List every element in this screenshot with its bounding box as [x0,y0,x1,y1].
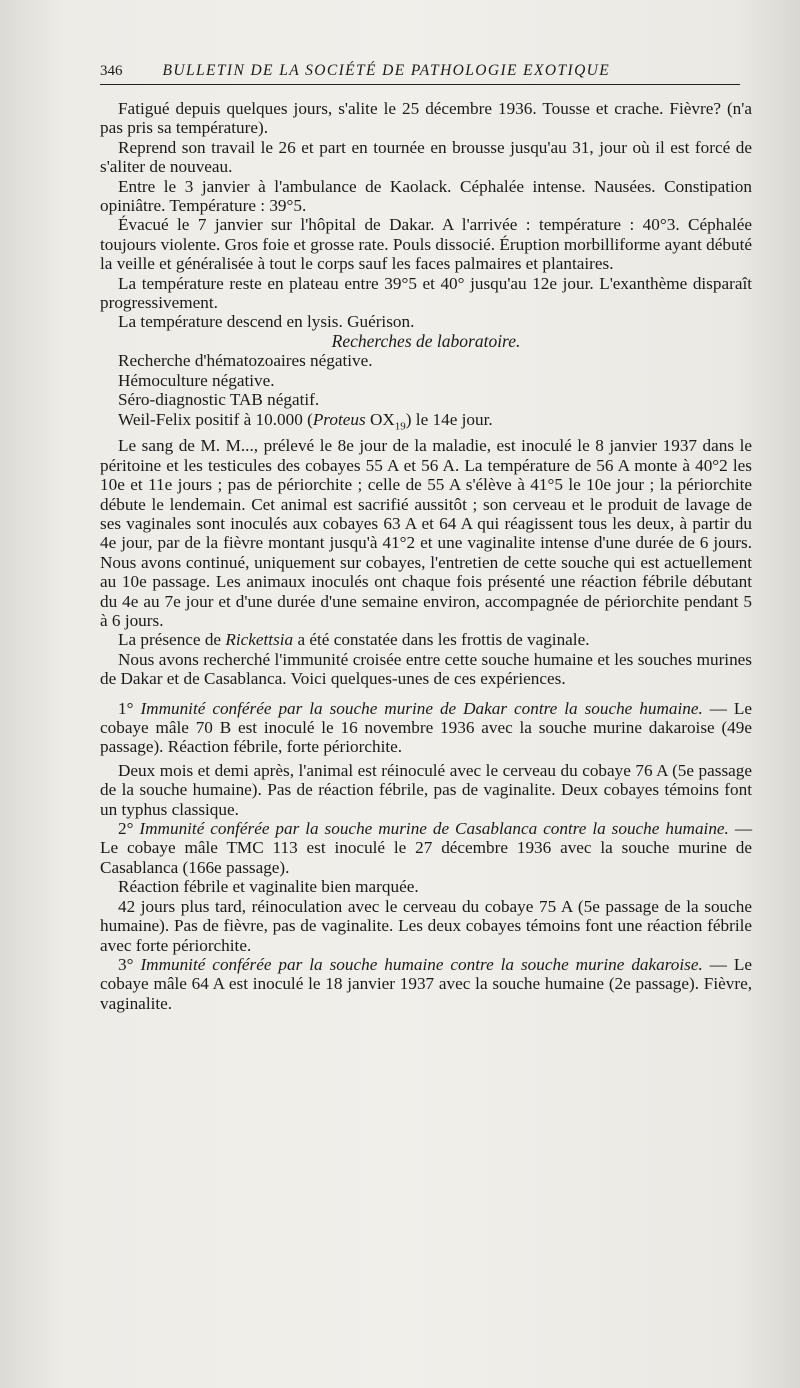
experiment-2 [100,819,752,877]
paragraph: Évacué le 7 janvier sur l'hôpital de Dakar. A l'arrivée : température : 40°3. Céphalée toujours violente. Gros foie et grosse rate. Pouls dissocié. Éruption morbilliforme ayant débuté la veille et généralisée à tout le corps sauf les faces palmaires et plantaires. [100,215,752,274]
section-heading: Recherches de laboratoire. [331,330,521,351]
paragraph-rickettsia [100,630,752,649]
experiment-title: Immunité conférée par la souche humaine contre la souche murine dakaroise. [140,954,703,974]
italic-run: Proteus [312,409,366,429]
paragraph: Le sang de M. M..., prélevé le 8e jour de la maladie, est inoculé le 8 janvier 1937 dans le péritoine et les testicules des cobayes 55 A et 56 A. La température de 56 A monte à 40°2 les 10e et 11e jours ; pas de périorchite ; celle de 55 A s'élève à 41°5 le 10e jour ; la périorchite débute le lendemain. Cet animal est sacrifié aussitôt ; son cerveau et le produit de lavage de ses vaginales sont inoculés aux cobayes 63 A et 64 A qui réagissent tous les deux, à partir du 4e jour, par de la fièvre montant jusqu'à 41°2 et une vaginalite intense d'une durée de 6 jours. Nous avons continué, uniquement sur cobayes, l'entretien de cette souche qui est actuellement au 10e passage. Les animaux inoculés ont chaque fois présenté une réaction fébrile débutant du 4e au 7e jour et d'une durée d'une semaine environ, accompagnée de périorchite pendant 5 à 6 jours. [100,436,752,630]
subscript: 19 [394,419,406,432]
spacer [100,689,752,699]
article-body [100,99,752,1013]
italic-run: Rickettsia [225,630,294,650]
paragraph: Fatigué depuis quelques jours, s'alite le 25 décembre 1936. Tousse et crache. Fièvre? (n'a pas pris sa température). [100,99,752,138]
experiment-3 [100,955,752,1013]
experiment-1 [100,699,752,757]
lab-line: Hémoculture négative. [118,370,275,390]
paragraph: La température descend en lysis. Guérison. [118,312,415,332]
item-number: 3° [118,954,141,974]
running-title: BULLETIN DE LA SOCIÉTÉ DE PATHOLOGIE EXOTIQUE [162,62,611,79]
paragraph: 42 jours plus tard, réinoculation avec le cerveau du cobaye 75 A (5e passage de la souche humaine). Pas de fièvre, pas de vaginalite. Les deux cobayes témoins font une réaction fébrile avec forte périorchite. [100,896,752,955]
item-number: 2° [118,819,140,839]
page-number: 346 [100,63,123,79]
text-run: — Le cobaye mâle 70 B est inoculé le 16 novembre 1936 avec la souche murine dakaroise (49e passage). Réaction fébrile, forte périorchite. [100,698,752,757]
lab-line: Séro-diagnostic TAB négatif. [118,390,320,410]
paragraph: La température reste en plateau entre 39°5 et 40° jusqu'au 12e jour. L'exanthème disparaît progressivement. [100,273,752,313]
text-run: a été constatée dans les frottis de vaginale. [293,630,590,650]
paragraph: Entre le 3 janvier à l'ambulance de Kaolack. Céphalée intense. Nausées. Constipation opiniâtre. Température : 39°5. [100,176,752,216]
experiment-title: Immunité conférée par la souche murine de Dakar contre la souche humaine. [140,698,703,718]
experiment-title: Immunité conférée par la souche murine de Casablanca contre la souche humaine. [139,819,729,839]
text-run: La présence de [118,630,226,650]
running-header [100,62,740,85]
paragraph: Deux mois et demi après, l'animal est réinoculé avec le cerveau du cobaye 76 A (5e passage de la souche humaine). Pas de réaction fébrile, pas de vaginalite. Deux cobayes témoins font un typhus classique. [100,760,752,819]
paragraph: Reprend son travail le 26 et part en tournée en brousse jusqu'au 31, jour où il est forcé de s'aliter de nouveau. [100,137,752,177]
text-run: ) le 14e jour. [405,409,493,429]
paragraph: Nous avons recherché l'immunité croisée entre cette souche humaine et les souches murines de Dakar et de Casablanca. Voici quelques-unes de ces expériences. [100,649,752,689]
paragraph: Réaction fébrile et vaginalite bien marquée. [118,877,419,897]
text-run: Weil-Felix positif à 10.000 ( [118,409,313,429]
lab-line: Recherche d'hématozoaires négative. [118,351,373,371]
text-run: — Le cobaye mâle TMC 113 est inoculé le 27 décembre 1936 avec la souche murine de Casablanca (166e passage). [100,819,752,877]
text-run: OX [365,409,395,429]
item-number: 1° [118,698,141,718]
lab-results [100,351,752,688]
lab-line-weil-felix [100,410,752,437]
text-run: — Le cobaye mâle 64 A est inoculé le 18 janvier 1937 avec la souche humaine (2e passage). Fièvre, vaginalite. [100,954,752,1013]
